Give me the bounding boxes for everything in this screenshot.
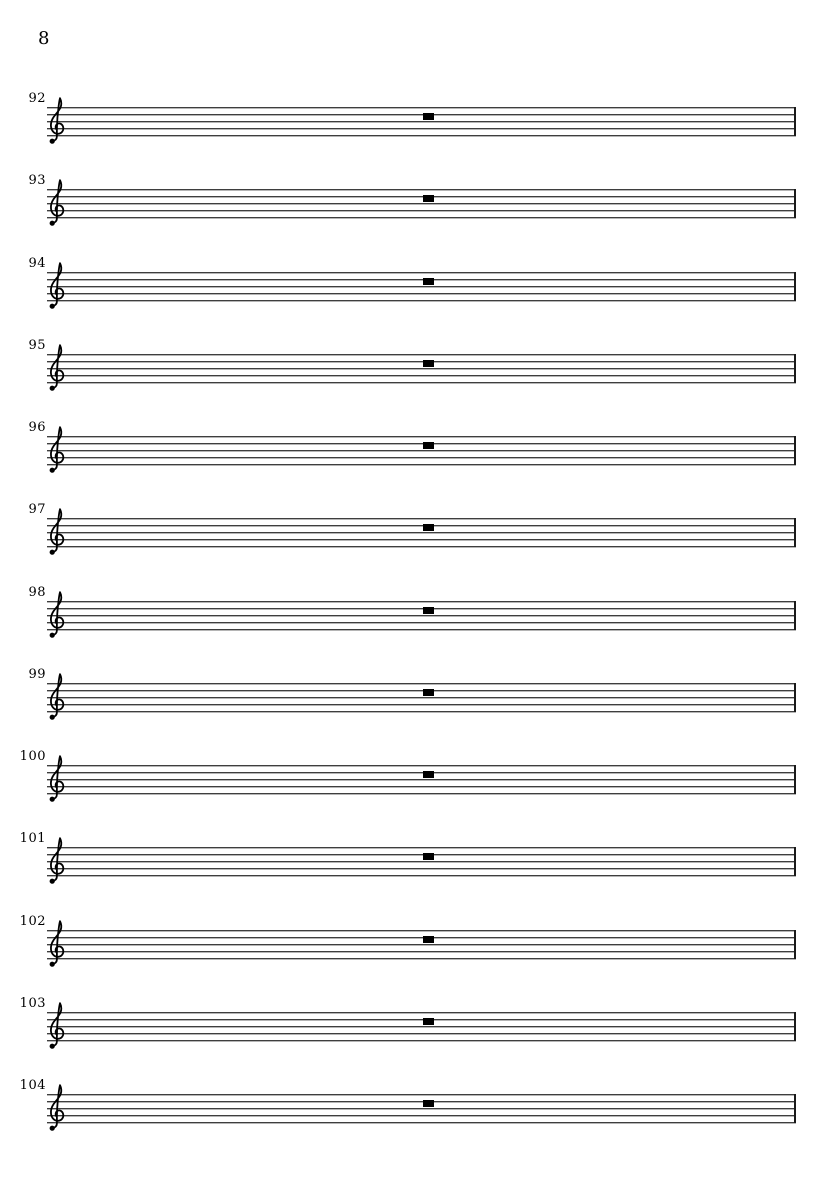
staff-line: [47, 951, 796, 952]
staff-line: [47, 793, 796, 794]
end-barline: [794, 847, 796, 876]
staff-line: [47, 704, 796, 705]
staff-line: [47, 601, 796, 602]
staff-line: [47, 690, 796, 691]
staff-line: [47, 1115, 796, 1116]
staff-system: [0, 173, 835, 241]
staff-line: [47, 875, 796, 876]
staff-system: [0, 420, 835, 488]
staff-line: [47, 368, 796, 369]
staff-line: [47, 196, 796, 197]
staff-line: [47, 1122, 796, 1123]
treble-clef-icon: [47, 836, 67, 888]
staff: [47, 518, 796, 547]
staff-line: [47, 450, 796, 451]
treble-clef-icon: [47, 178, 67, 230]
staff-line: [47, 779, 796, 780]
staff-line: [47, 121, 796, 122]
staff-line: [47, 300, 796, 301]
staff-line: [47, 937, 796, 938]
staff-line: [47, 518, 796, 519]
measure-number: 95: [28, 338, 46, 353]
staff-line: [47, 1040, 796, 1041]
staff-line: [47, 629, 796, 630]
staff-line: [47, 930, 796, 931]
staff-line: [47, 1012, 796, 1013]
staff-line: [47, 354, 796, 355]
staff-line: [47, 203, 796, 204]
staff-system: [0, 91, 835, 159]
end-barline: [794, 930, 796, 959]
staff-system: [0, 667, 835, 735]
staff-line: [47, 539, 796, 540]
staff-line: [47, 189, 796, 190]
measure-number: 99: [28, 667, 46, 682]
staff-line: [47, 868, 796, 869]
end-barline: [794, 518, 796, 547]
staff: [47, 930, 796, 959]
staff-system: [0, 831, 835, 899]
staff-line: [47, 293, 796, 294]
staff-line: [47, 279, 796, 280]
staff-line: [47, 854, 796, 855]
measure-number: 94: [28, 256, 46, 271]
staff: [47, 272, 796, 301]
staff: [47, 354, 796, 383]
measure-number: 92: [28, 91, 46, 106]
whole-rest-icon: [423, 1018, 434, 1025]
staff-system: [0, 585, 835, 653]
staff-line: [47, 615, 796, 616]
staff: [47, 189, 796, 218]
staff-line: [47, 944, 796, 945]
staff-line: [47, 772, 796, 773]
measure-number: 98: [28, 585, 46, 600]
end-barline: [794, 601, 796, 630]
staff: [47, 1094, 796, 1123]
page-number: 8: [38, 28, 50, 49]
end-barline: [794, 354, 796, 383]
end-barline: [794, 272, 796, 301]
staff: [47, 683, 796, 712]
measure-number: 104: [19, 1078, 46, 1093]
end-barline: [794, 1012, 796, 1041]
staff-line: [47, 1033, 796, 1034]
staff-line: [47, 847, 796, 848]
treble-clef-icon: [47, 507, 67, 559]
staff-line: [47, 464, 796, 465]
whole-rest-icon: [423, 771, 434, 778]
staff-line: [47, 382, 796, 383]
measure-number: 103: [19, 996, 46, 1011]
end-barline: [794, 683, 796, 712]
staff: [47, 847, 796, 876]
staff-line: [47, 1101, 796, 1102]
whole-rest-icon: [423, 195, 434, 202]
whole-rest-icon: [423, 442, 434, 449]
staff-line: [47, 1019, 796, 1020]
treble-clef-icon: [47, 919, 67, 971]
staff-system: [0, 914, 835, 982]
measure-number: 102: [19, 914, 46, 929]
staff: [47, 1012, 796, 1041]
staff: [47, 601, 796, 630]
staff-line: [47, 546, 796, 547]
staff-line: [47, 622, 796, 623]
staff-line: [47, 861, 796, 862]
treble-clef-icon: [47, 343, 67, 395]
staff-line: [47, 443, 796, 444]
end-barline: [794, 1094, 796, 1123]
treble-clef-icon: [47, 1001, 67, 1053]
staff-line: [47, 711, 796, 712]
end-barline: [794, 765, 796, 794]
whole-rest-icon: [423, 278, 434, 285]
staff-line: [47, 525, 796, 526]
staff-line: [47, 135, 796, 136]
staff-line: [47, 765, 796, 766]
end-barline: [794, 107, 796, 136]
staff-line: [47, 361, 796, 362]
whole-rest-icon: [423, 607, 434, 614]
staff-system: [0, 996, 835, 1064]
whole-rest-icon: [423, 689, 434, 696]
staff-line: [47, 107, 796, 108]
staff-line: [47, 286, 796, 287]
staff-line: [47, 697, 796, 698]
staff-line: [47, 532, 796, 533]
treble-clef-icon: [47, 672, 67, 724]
staff-line: [47, 683, 796, 684]
measure-number: 96: [28, 420, 46, 435]
end-barline: [794, 189, 796, 218]
measure-number: 93: [28, 173, 46, 188]
staff: [47, 765, 796, 794]
treble-clef-icon: [47, 261, 67, 313]
whole-rest-icon: [423, 524, 434, 531]
staff-system: [0, 256, 835, 324]
staff-line: [47, 786, 796, 787]
staff-line: [47, 1108, 796, 1109]
whole-rest-icon: [423, 360, 434, 367]
whole-rest-icon: [423, 936, 434, 943]
staff-line: [47, 1094, 796, 1095]
staff: [47, 107, 796, 136]
measure-number: 97: [28, 502, 46, 517]
staff-line: [47, 114, 796, 115]
staff-line: [47, 128, 796, 129]
measure-number: 101: [19, 831, 46, 846]
treble-clef-icon: [47, 96, 67, 148]
end-barline: [794, 436, 796, 465]
staff: [47, 436, 796, 465]
staff-line: [47, 1026, 796, 1027]
staff-line: [47, 457, 796, 458]
staff-line: [47, 375, 796, 376]
staff-system: [0, 1078, 835, 1146]
staff-line: [47, 272, 796, 273]
treble-clef-icon: [47, 754, 67, 806]
staff-system: [0, 338, 835, 406]
staff-line: [47, 958, 796, 959]
whole-rest-icon: [423, 113, 434, 120]
whole-rest-icon: [423, 1100, 434, 1107]
staff-line: [47, 217, 796, 218]
staff-system: [0, 749, 835, 817]
treble-clef-icon: [47, 590, 67, 642]
staff-system: [0, 502, 835, 570]
staff-line: [47, 436, 796, 437]
whole-rest-icon: [423, 853, 434, 860]
staff-line: [47, 210, 796, 211]
staff-line: [47, 608, 796, 609]
treble-clef-icon: [47, 425, 67, 477]
treble-clef-icon: [47, 1083, 67, 1135]
measure-number: 100: [19, 749, 46, 764]
